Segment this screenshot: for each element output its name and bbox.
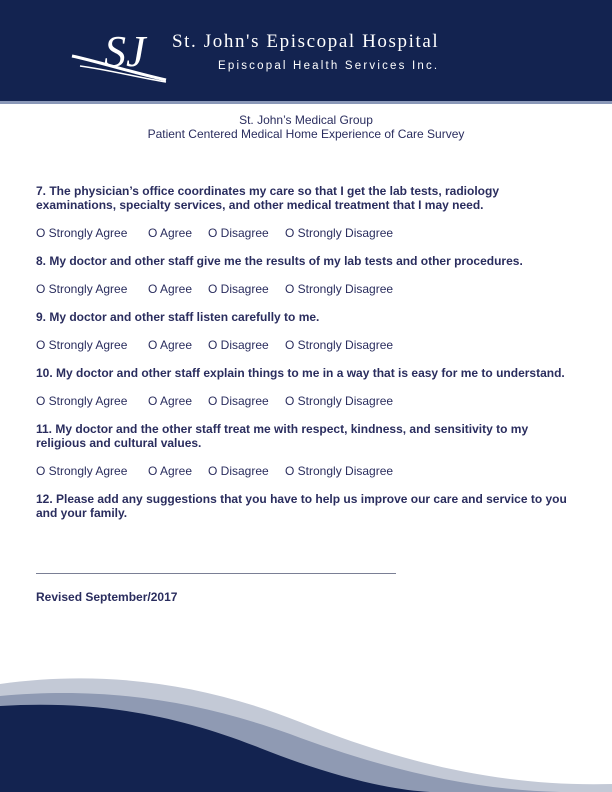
decorative-wave-icon [0,672,612,792]
option-agree[interactable]: O Agree [148,338,193,352]
question-12: 12. Please add any suggestions that you have to help us improve our care and service to you and your family. [36,492,567,520]
group-name: St. John’s Medical Group [239,113,373,127]
option-strongly-disagree[interactable]: O Strongly Disagree [285,338,394,352]
question-8: 8. My doctor and other staff give me the results of my lab tests and other procedures. [36,254,523,268]
option-agree[interactable]: O Agree [148,394,193,408]
option-strongly-agree[interactable]: O Strongly Agree [36,282,128,296]
option-disagree[interactable]: O Disagree [208,338,269,352]
hospital-subtitle: Episcopal Health Services Inc. [218,60,440,72]
question-9: 9. My doctor and other staff listen carefully to me. [36,310,320,324]
option-strongly-disagree[interactable]: O Strongly Disagree [285,394,394,408]
option-strongly-agree[interactable]: O Strongly Agree [36,338,128,352]
option-strongly-disagree[interactable]: O Strongly Disagree [285,226,394,240]
header-banner [0,0,612,101]
option-disagree[interactable]: O Disagree [208,226,269,240]
option-strongly-agree[interactable]: O Strongly Agree [36,394,128,408]
header-divider [0,101,612,104]
sj-logo-icon [70,22,170,86]
option-strongly-agree[interactable]: O Strongly Agree [36,464,128,478]
revision-date: Revised September/2017 [36,590,178,604]
survey-title: Patient Centered Medical Home Experience of Care Survey [147,127,465,141]
svg-text:SJ: SJ [104,27,146,76]
option-strongly-disagree[interactable]: O Strongly Disagree [285,464,394,478]
option-disagree[interactable]: O Disagree [208,394,269,408]
option-agree[interactable]: O Agree [148,464,193,478]
question-10: 10. My doctor and other staff explain things to me in a way that is easy for me to understand. [36,366,565,380]
question-7: 7. The physician’s office coordinates my care so that I get the lab tests, radiology examinations, specialty services, and other medical treatment that I may need. [36,184,500,212]
option-disagree[interactable]: O Disagree [208,282,269,296]
hospital-name: St. John's Episcopal Hospital [172,31,440,52]
suggestions-answer-line[interactable] [36,573,396,574]
option-strongly-disagree[interactable]: O Strongly Disagree [285,282,394,296]
question-11: 11. My doctor and the other staff treat me with respect, kindness, and sensitivity to my religious and cultural values. [36,422,529,450]
option-agree[interactable]: O Agree [148,282,193,296]
option-disagree[interactable]: O Disagree [208,464,269,478]
option-strongly-agree[interactable]: O Strongly Agree [36,226,128,240]
option-agree[interactable]: O Agree [148,226,193,240]
